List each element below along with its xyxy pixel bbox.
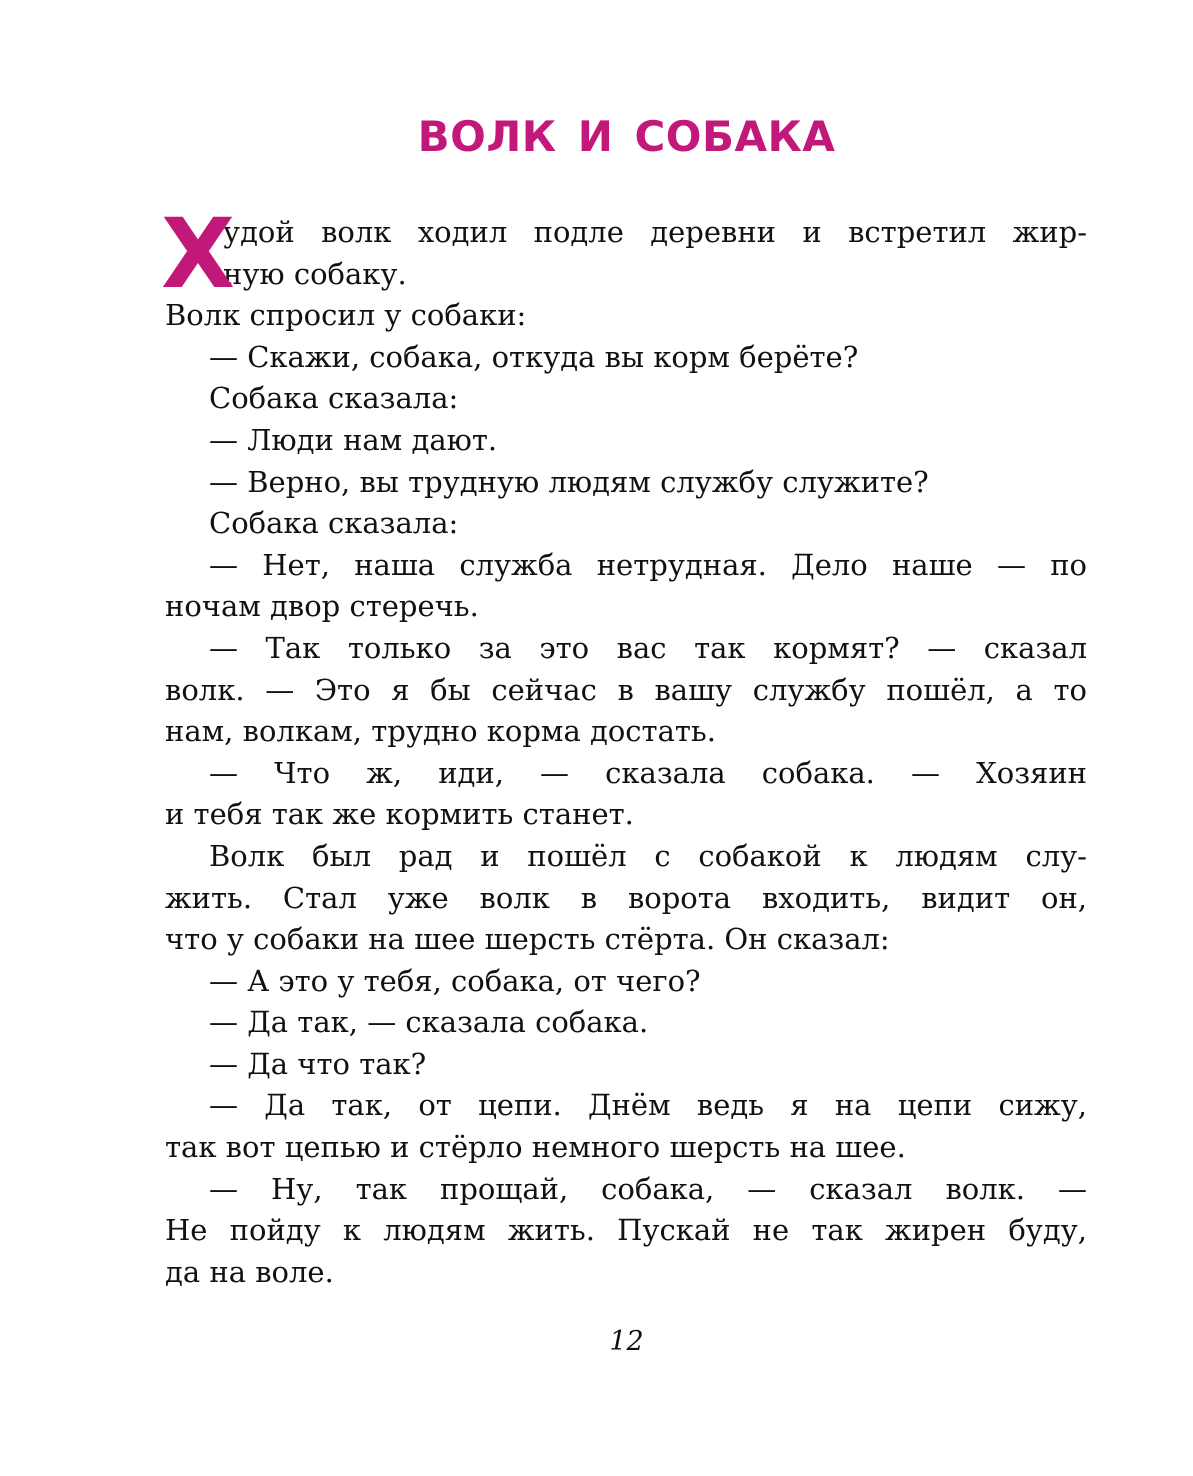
drop-cap-letter: Х	[161, 198, 236, 310]
page-number: 12	[609, 1326, 644, 1357]
text-line: так вот цепью и стёрло немного шерсть на шее.	[165, 1130, 906, 1165]
text-line: Собака сказала:	[209, 506, 459, 541]
text-line: и тебя так же кормить станет.	[165, 797, 634, 832]
text-line: — Скажи, собака, откуда вы корм берёте?	[209, 339, 859, 374]
text-line: — Что ж, иди, — сказала собака. — Хозяин	[209, 755, 1087, 790]
first-paragraph	[161, 198, 1087, 310]
text-line: ночам двор стеречь.	[165, 589, 479, 624]
text-line: — Да что так?	[209, 1046, 427, 1081]
text-line: ную собаку.	[223, 256, 407, 291]
text-line: Собака сказала:	[209, 381, 459, 416]
text-line: Волк спросил у собаки:	[165, 298, 527, 333]
text-line: — Верно, вы трудную людям службу служите?	[209, 464, 929, 499]
text-line: да на воле.	[165, 1254, 334, 1289]
text-line: — Ну, так прощай, собака, — сказал волк. —	[209, 1171, 1087, 1206]
text-line: удой волк ходил подле деревни и встретил жир-	[223, 215, 1087, 249]
text-line: — Люди нам дают.	[209, 422, 498, 457]
text-line: волк. — Это я бы сейчас в вашу службу пошёл, а то	[165, 672, 1087, 707]
story-title: ВОЛК И СОБАКА	[417, 112, 836, 161]
text-line: — Да так, — сказала собака.	[209, 1005, 649, 1040]
text-line: нам, волкам, трудно корма достать.	[165, 714, 716, 749]
text-line: что у собаки на шее шерсть стёрта. Он сказал:	[165, 922, 890, 957]
text-line: — Нет, наша служба нетрудная. Дело наше — по	[209, 547, 1087, 582]
text-line: — А это у тебя, собака, от чего?	[209, 963, 701, 998]
text-line: Не пойду к людям жить. Пускай не так жирен буду,	[165, 1213, 1087, 1248]
text-line: жить. Стал уже волк в ворота входить, видит он,	[165, 880, 1087, 915]
story-text	[161, 198, 1087, 1293]
text-line: — Так только за это вас так кормят? — сказал	[209, 630, 1087, 665]
text-line: — Да так, от цепи. Днём ведь я на цепи сижу,	[209, 1088, 1087, 1123]
text-line: Волк был рад и пошёл с собакой к людям слу-	[209, 838, 1087, 873]
